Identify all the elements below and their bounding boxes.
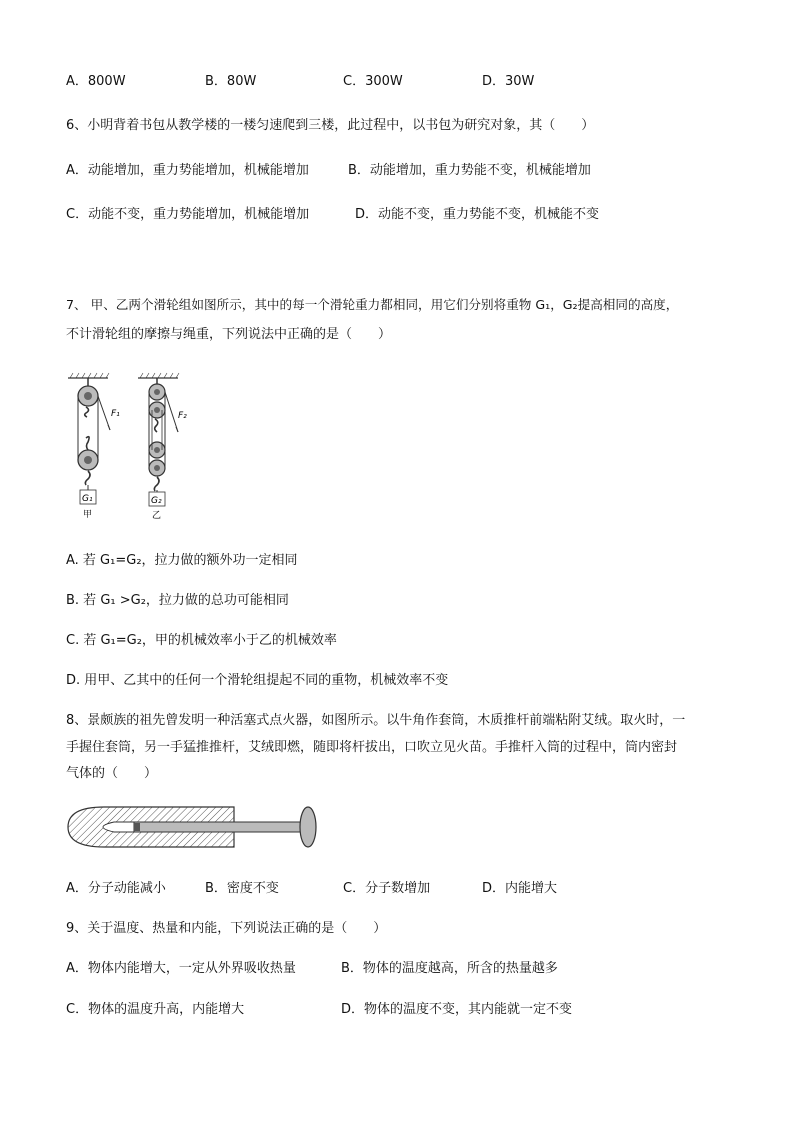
q7-option-c: C. 若 G₁=G₂，甲的机械效率小于乙的机械效率	[66, 633, 337, 648]
q5-option-d: D．30W	[482, 74, 535, 89]
figure-label-yi: 乙	[152, 511, 162, 521]
q8-stem-line3: 气体的（ ）	[66, 766, 158, 781]
q6-option-d: D．动能不变，重力势能不变，机械能不变	[355, 207, 600, 222]
q7-option-a: A. 若 G₁=G₂，拉力做的额外功一定相同	[66, 553, 298, 568]
q7-option-d: D. 用甲、乙其中的任何一个滑轮组提起不同的重物，机械效率不变	[66, 673, 449, 688]
ceiling-right	[138, 373, 179, 378]
q6-option-b: B．动能增加，重力势能不变，机械能增加	[348, 163, 591, 178]
q9-option-d: D．物体的温度不变，其内能就一定不变	[341, 1002, 573, 1017]
q8-option-b: B．密度不变	[205, 881, 279, 896]
figure-label-jia: 甲	[83, 510, 93, 520]
q5-option-c: C．300W	[343, 74, 403, 89]
q8-option-c: C．分子数增加	[343, 881, 431, 896]
q9-option-c: C．物体的温度升高，内能增大	[66, 1002, 245, 1017]
q9-option-a: A．物体内能增大，一定从外界吸收热量	[66, 961, 296, 976]
force-label-f1: F₁	[111, 409, 120, 419]
q5-option-b: B．80W	[205, 74, 257, 89]
q7-option-b: B. 若 G₁ >G₂，拉力做的总功可能相同	[66, 593, 289, 608]
rod-handle	[300, 807, 316, 847]
q7-stem-line2: 不计滑轮组的摩擦与绳重，下列说法中正确的是（ ）	[66, 327, 392, 342]
q9-stem: 9、关于温度、热量和内能，下列说法正确的是（ ）	[66, 921, 387, 936]
q8-option-a: A．分子动能减小	[66, 881, 166, 896]
weight-label-g1: G₁	[82, 494, 93, 504]
rope-f1	[98, 396, 110, 430]
weight-label-g2: G₂	[151, 496, 162, 506]
pulley-figure	[64, 372, 194, 522]
push-rod	[134, 822, 306, 832]
q8-stem-line2: 手握住套筒，另一手猛推推杆，艾绒即燃，随即将杆拔出，口吹立见火苗。手推杆入筒的过程中，筒内密封	[66, 740, 678, 755]
fire-piston-figure	[64, 803, 324, 855]
q7-stem-line1: 7、 甲、乙两个滑轮组如图所示，其中的每一个滑轮重力都相同，用它们分别将重物 G₁，G₂提高相同的高度，	[66, 297, 679, 312]
ceiling-left	[68, 373, 109, 378]
q8-stem-line1: 8、景颇族的祖先曾发明一种活塞式点火器，如图所示。以牛角作套筒，木质推杆前端粘附艾绒。取火时，一	[66, 713, 686, 728]
q8-option-d: D．内能增大	[482, 881, 558, 896]
tinder	[134, 823, 140, 831]
q6-option-c: C．动能不变，重力势能增加，机械能增加	[66, 207, 310, 222]
force-label-f2: F₂	[178, 411, 187, 421]
q5-option-a: A．800W	[66, 74, 126, 89]
q6-stem: 6、小明背着书包从教学楼的一楼匀速爬到三楼，此过程中，以书包为研究对象，其（ ）	[66, 118, 595, 133]
rope-f2	[165, 392, 178, 432]
q9-option-b: B．物体的温度越高，所含的热量越多	[341, 961, 558, 976]
q6-option-a: A．动能增加，重力势能增加，机械能增加	[66, 163, 309, 178]
